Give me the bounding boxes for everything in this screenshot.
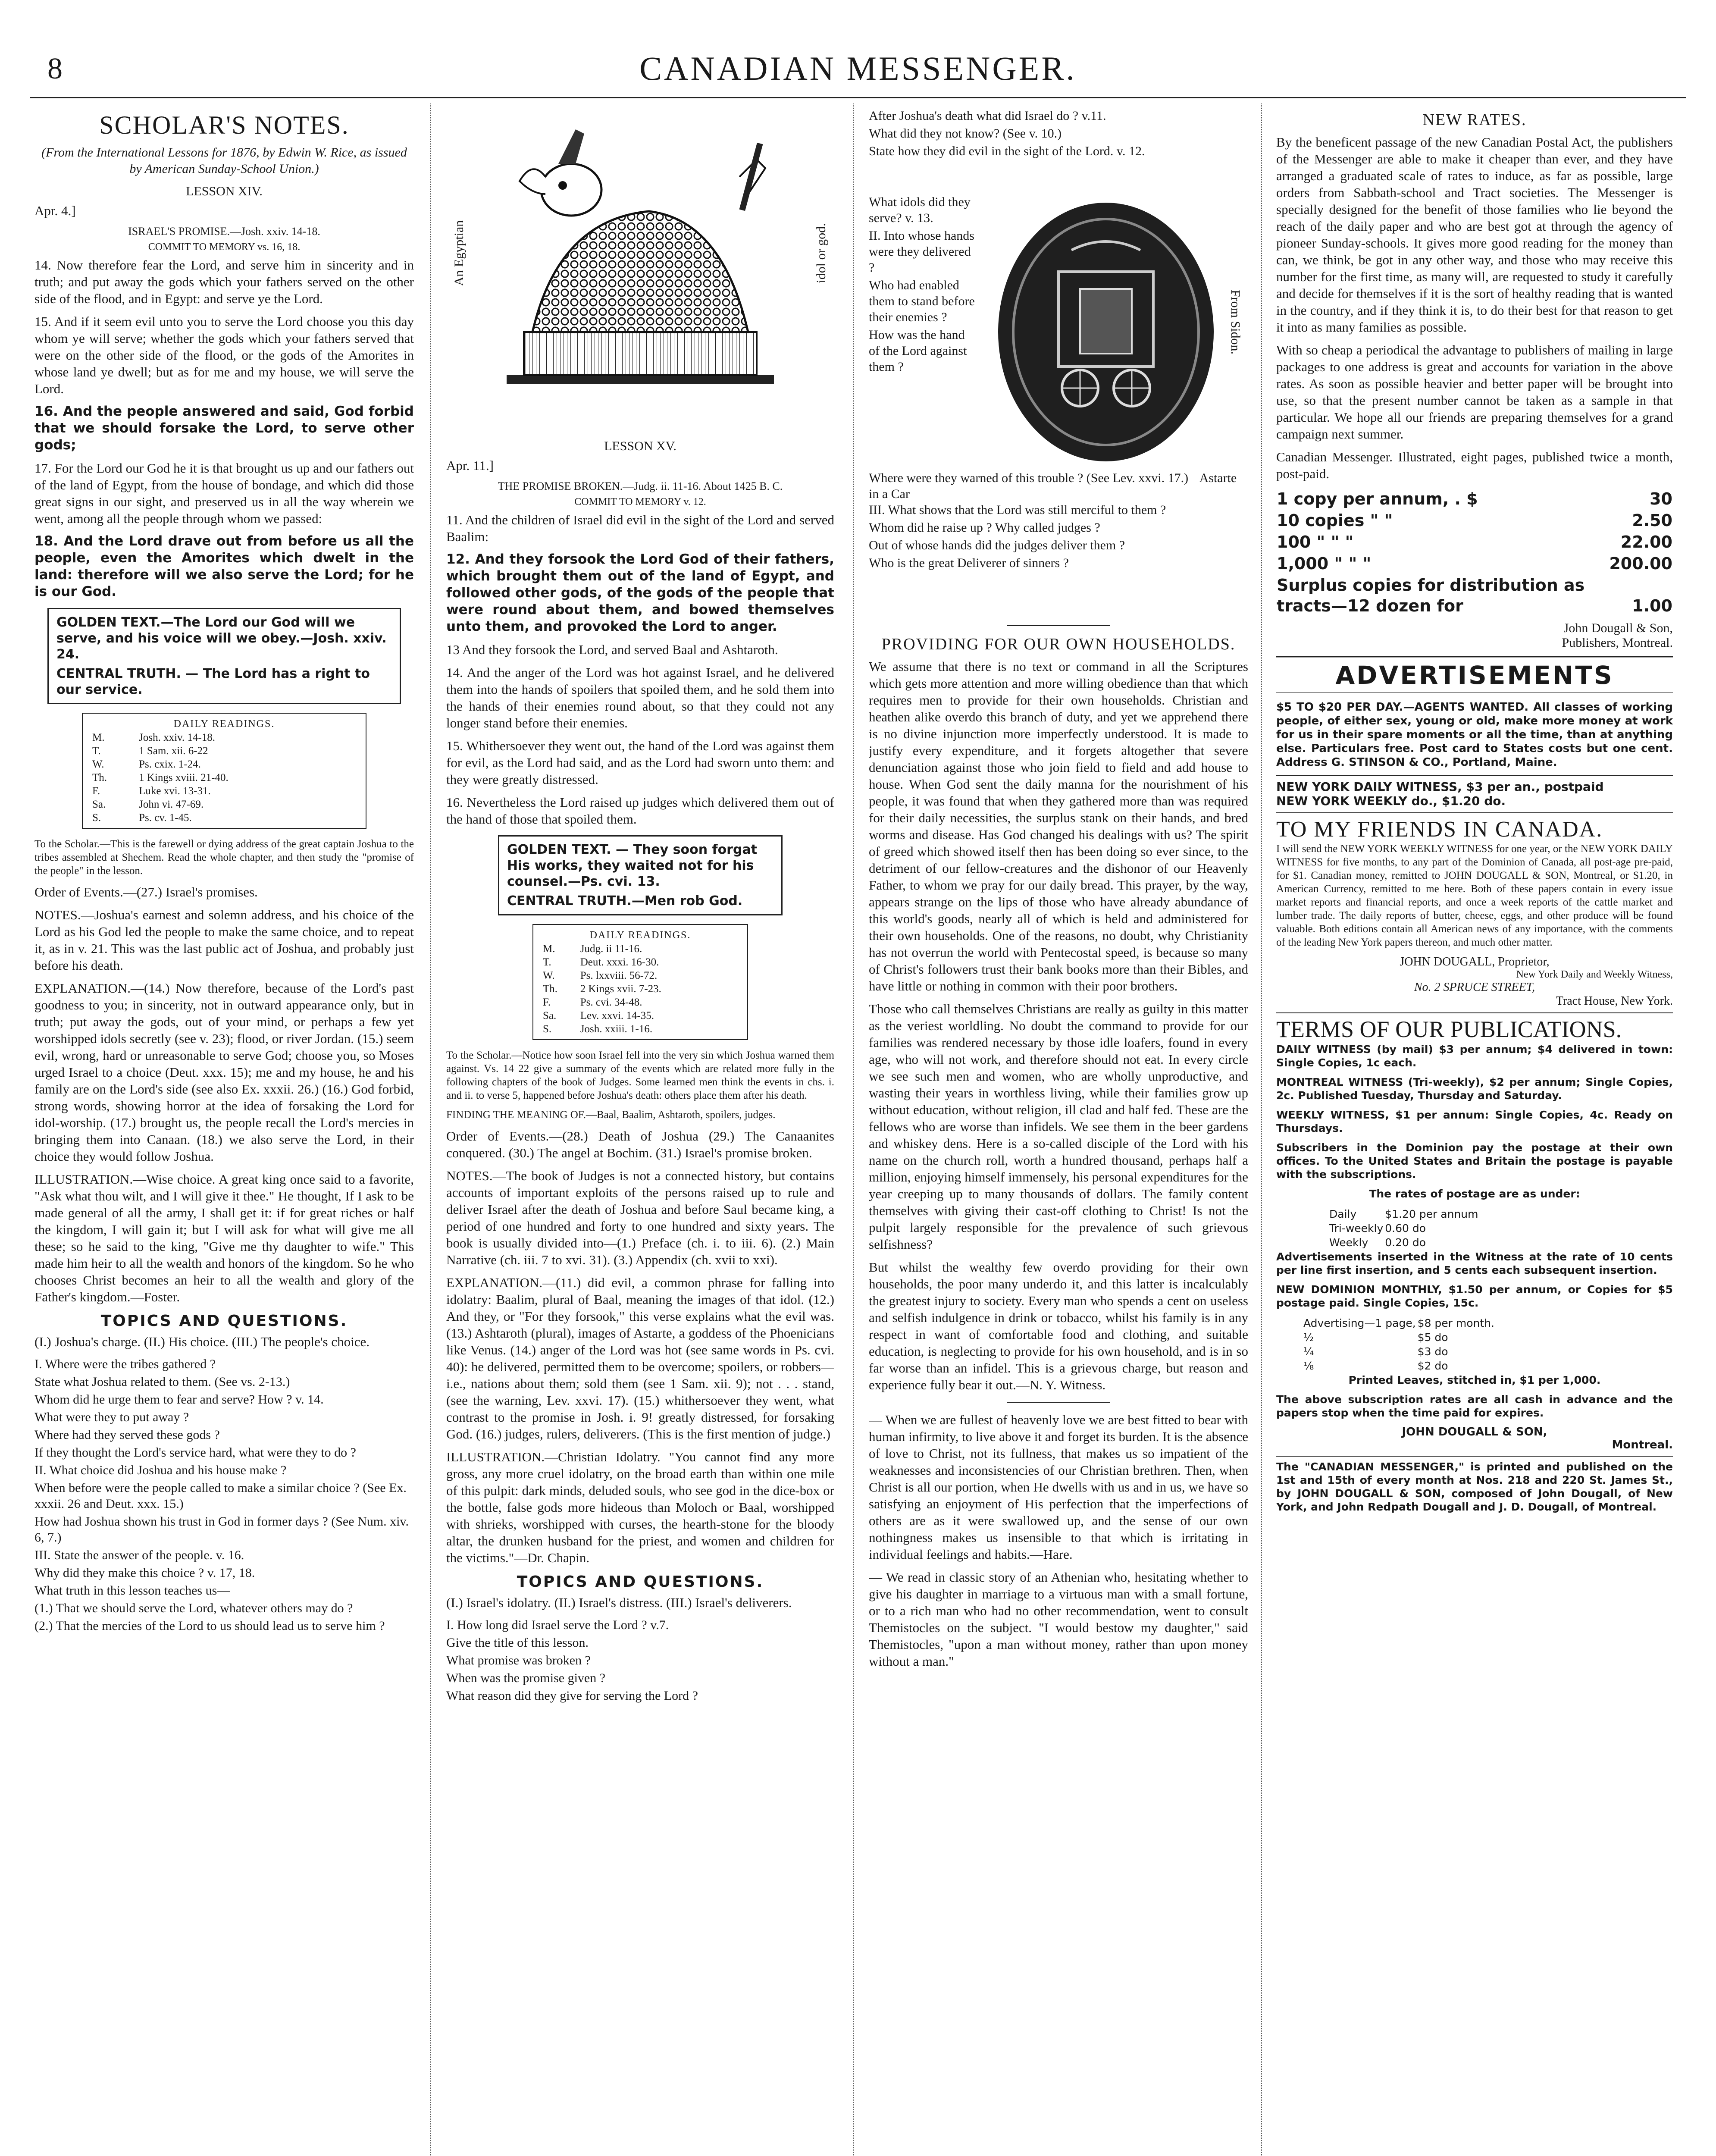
rate-row: 100 " " " 22.00 (1277, 533, 1672, 552)
central-truth: CENTRAL TRUTH. — The Lord has a right to our service. (56, 666, 370, 697)
reading-row: M. Judg. ii 11-16. (543, 943, 642, 955)
reading-row: S. Josh. xxiii. 1-16. (543, 1023, 653, 1035)
adv-row: ½ $5 do (1303, 1331, 1448, 1344)
rate-row: 10 copies " " 2.50 (1277, 511, 1672, 530)
question: • Who had enabled them to stand before their enemies ? (869, 277, 977, 325)
verse: 15. Whithersoever they went out, the hand of the Lord was against them for evil, as the Lord had said, and as the Lord had sworn unto them: and they were greatly distressed. (446, 738, 834, 787)
imprint: The "CANADIAN MESSENGER," is printed and published on the 1st and 15th of every month at Nos. 218 and 220 St. James St., by JOHN DOUGALL & SON, composed of John Dougall, of New York, and John Redpath Dougall and J. D. Dougall, of Montreal. (1276, 1456, 1673, 1514)
question: • Give the title of this lesson. (446, 1635, 834, 1651)
question: • Whom did he urge them to fear and serve? How ? v. 14. (34, 1391, 414, 1407)
topics-line: (I.) Israel's idolatry. (II.) Israel's distress. (III.) Israel's deliverers. (446, 1595, 792, 1610)
order-of-events: Order of Events.—(28.) Death of Joshua (29.) The Canaanites conquered. (30.) The angel at Bochim. (31.) Israel's promise broken. (446, 1128, 834, 1160)
adv-row: ¼ $3 do (1303, 1345, 1448, 1358)
proprietor: JOHN DOUGALL, Proprietor, (1400, 955, 1550, 968)
question: • III. State the answer of the people. v. 16. (34, 1547, 414, 1563)
lesson-number: LESSON XIV. (186, 184, 263, 198)
adv-row: ⅛ $2 do (1303, 1360, 1448, 1372)
proprietor-papers: New York Daily and Weekly Witness, (1516, 969, 1673, 980)
terms-item: Subscribers in the Dominion pay the postage at their own offices. To the United States and Britain the postage is payable with the subscriptions. (1276, 1141, 1673, 1181)
question: • How had Joshua shown his trust in God in former days ? (See Num. xiv. 6, 7.) (34, 1514, 414, 1545)
lesson-date: Apr. 11.] (446, 458, 494, 473)
question: • Whom did he raise up ? Why called judges ? (869, 520, 1248, 536)
readings-table (90, 731, 359, 824)
ny-daily-ad: NEW YORK DAILY WITNESS, $3 per an., postpaid (1276, 775, 1673, 794)
verse: 15. And if it seem evil unto you to serve the Lord choose you this day whom ye will serve; whether the gods which your fathers served that were on the other side of the flood, or the gods of the Amorites in whose land ye dwell; but as for me and my house, we will serve the Lord. (34, 314, 414, 396)
postage-row: Weekly 0.20 do (1329, 1236, 1426, 1249)
daily-readings-title: DAILY READINGS. (589, 930, 691, 941)
monthly-terms: NEW DOMINION MONTHLY, $1.50 per annum, or Copies for $5 postage paid. Single Copies, 15c. (1276, 1283, 1673, 1309)
rate-row: Surplus copies for distribution as tracts—12 dozen for 1.00 (1277, 576, 1672, 615)
athenian-paragraph: — We read in classic story of an Athenian who, hesitating whether to give his daughter in marriage to a virtuous man with a small fortune, or to a rich man who had no other recommendation, went to consult Themistocles on the subject. "I would bestow my daughter," said Themistocles, "upon a man without money, rather than upon money without a man." (869, 1570, 1248, 1669)
advertising-terms: Advertisements inserted in the Witness at the rate of 10 cents per line first insertion, and 5 cents each subsequent insertion. (1276, 1250, 1673, 1276)
advertising-pages-table (1302, 1316, 1496, 1373)
question: • What truth in this lesson teaches us— (34, 1583, 414, 1598)
printed-leaves: Printed Leaves, stitched in, $1 per 1,000. (1348, 1374, 1601, 1386)
reading-row: M. Josh. xxiv. 14-18. (92, 732, 215, 743)
idol-engraving (446, 108, 834, 436)
figure-caption-left: Astarte in a Car (869, 471, 1237, 501)
question: • I. Where were the tribes gathered ? (34, 1356, 414, 1372)
questions-list (869, 108, 1248, 159)
question: • What promise was broken ? (446, 1652, 834, 1668)
terms-item: DAILY WITNESS (by mail) $3 per annum; $4 delivered in town: Single Copies, 1c each. (1276, 1043, 1673, 1069)
publisher: John Dougall & Son, (1563, 621, 1673, 635)
column-divider (853, 103, 854, 2156)
illustration: ILLUSTRATION.—Wise choice. A great king once said to a favorite, "Ask what thou wilt, and I will give it thee." He thought, If I ask to be made general of all the army, I shall get it: if for great riches or half the kingdom, I will gain it; but I will ask for what will give me all these; so he said to the king, "Give me thy daughter to wife." This made him heir to all the wealth and honors of the kingdom. So he who chooses Christ becomes an heir to all the wealth and glory of the Father's kingdom.—Foster. (34, 1172, 414, 1304)
figure-caption-right: idol or god. (814, 223, 828, 283)
illustration: ILLUSTRATION.—Christian Idolatry. "You cannot find any more gross, any more cruel idolatry, on the broad earth than within one mile of this pulpit: dark minds, deluded souls, who see god in the dice-box or the bottle, false gods more hideous than Moloch or Baal, worshipped with shrieks, worshipped with curses, the hearth-stone for the bloody altar, the drunken husband for the priest, and women and children for the victims."—Dr. Chapin. (446, 1449, 834, 1565)
lesson-title: ISRAEL'S PROMISE.—Josh. xxiv. 14-18. (128, 225, 320, 238)
verse: 14. And the anger of the Lord was hot against Israel, and he delivered them into the hands of spoilers that spoiled them, and he sold them into the hands of their enemies round about, so that they could not any longer stand before their enemies. (446, 665, 834, 730)
questions-list (446, 1617, 834, 1704)
question: • Why did they make this choice ? v. 17, 18. (34, 1565, 414, 1581)
questions-list (869, 194, 977, 375)
reading-row: F. Luke xvi. 13-31. (92, 785, 211, 797)
reading-row: W. Ps. lxxviii. 56-72. (543, 970, 658, 981)
question: • What reason did they give for serving the Lord ? (446, 1688, 834, 1704)
question: • When before were the people called to make a similar choice ? (See Ex. xxxii. 26 and Deut. xxx. 15.) (34, 1480, 414, 1512)
article-paragraph: We assume that there is no text or command in all the Scriptures which gets more attention and more willing obedience than that which requires men to provide for their own households. Christian and heathen alike overdo this branch of duty, and yet we apprehend there is no divine injunction more imperfectly understood. It is made to justify every expenditure, and it forgets altogether that severe denunciation against those who join field to field and add house to house. When God sent the daily manna for the nourishment of his people, it was found that when they gathered more than was required for their daily necessities, the surplus stank on their hands, and bred worms and disease. Has God changed his dealings with us? The spirit of greed which showed itself then has been doing so ever since, to the detriment of our fellow-creatures and the dishonor of our Heavenly Father, to whom we pray for our daily bread. This prayer, by the way, appears strange on the lips of those who have already abundance of this world's goods, nearly all of which is held and administered for their own households. One of the reasons, no doubt, why Christianity has not overrun the world with Pentecostal speed, is because so many of Christ's followers trust their bank books more than their Bibles, and have little or nothing in common with their poor brothers. (869, 659, 1248, 993)
friends-ad: I will send the NEW YORK WEEKLY WITNESS for one year, or the NEW YORK DAILY WITNESS for five months, to any part of the Dominion of Canada, all post-age pre-paid, for $1. Canadian money, remitted to JOHN DOUGALL & SON, Montreal, or $1.20, in American Currency, remitted to me here. Both of these papers contain in every issue market reports and financial reports, and once a week reports of the cattle market and lumber trade. The daily reports of butter, cheese, eggs, and other produce will be found valuable. Both editions contain all American news of any importance, with the comments of the leading New York papers thereon, and much other matter. (1276, 843, 1673, 948)
verse: 17. For the Lord our God he it is that brought us up and our fathers out of the land of Egypt, from the house of bondage, and which did those great signs in our sight, and preserved us in all the way wherein we went, among all the people through whom we passed: (34, 461, 414, 526)
terms-title: TERMS OF OUR PUBLICATIONS. (1276, 1012, 1673, 1043)
verse: 14. Now therefore fear the Lord, and serve him in sincerity and in truth; and put away the gods which your fathers served on the other side of the flood, and in Egypt: and serve ye the Lord. (34, 257, 414, 306)
finding-the-meaning: FINDING THE MEANING OF.—Baal, Baalim, Ashtaroth, spoilers, judges. (446, 1109, 776, 1121)
reading-row: Th. 1 Kings xviii. 21-40. (92, 772, 229, 783)
notes: NOTES.—The book of Judges is not a connected history, but contains accounts of important exploits of the persons raised up to rule and deliver Israel after the death of Joshua and before Saul became king, a period of one hundred and forty to one hundred and sixty years. The book is usually divided into—(1.) Preface (ch. i. to iii. 6). (2.) Main Narrative (ch. iii. 7 to xvi. 31). (3.) Appendix (ch. xvii to xxi). (446, 1168, 834, 1267)
rates-paragraph: By the beneficent passage of the new Canadian Postal Act, the publishers of the Messenger are able to make it cheaper than ever, and they have arranged a graduated scale of rates to induce, as far as possible, large orders from Sabbath-school and Tract societies. The Messenger is specially designed for the benefit of those families who lie beyond the reach of the daily paper and who are best got at through the agency of pioneer Sunday-schools. It gives more good reading for the money than can, we think, be got in any other way, and those who may receive this number for the first time, as many will, are requested to study it carefully and decide for themselves if it is the sort of healthy reading that is wanted in the country, and if they think it is, to do their best for that reason to get it into as many families as possible. (1276, 135, 1673, 335)
reading-row: T. 1 Sam. xii. 6-22 (92, 745, 208, 757)
reading-row: Th. 2 Kings xvii. 7-23. (543, 983, 661, 995)
rate-table (1276, 488, 1673, 617)
commit-to-memory: COMMIT TO MEMORY v. 12. (574, 496, 706, 508)
lesson-date: Apr. 4.] (34, 203, 76, 218)
question: • Who is the great Deliverer of sinners ? (869, 555, 1248, 571)
page-header (30, 43, 1686, 95)
order-of-events: Order of Events.—(27.) Israel's promises. (34, 884, 258, 899)
question: • After Joshua's death what did Israel do ? v.11. (869, 108, 1248, 124)
masthead: CANADIAN MESSENGER. (639, 50, 1077, 87)
reading-row: Sa. John vi. 47-69. (92, 799, 204, 810)
commit-to-memory: COMMIT TO MEMORY vs. 16, 18. (148, 241, 301, 253)
postage-row: Daily $1.20 per annum (1329, 1208, 1478, 1220)
question: • What were they to put away ? (34, 1409, 414, 1425)
cash-notice: The above subscription rates are all cash in advance and the papers stop when the time paid for expires. (1276, 1393, 1673, 1419)
golden-text-box (498, 835, 783, 915)
divider (1007, 1402, 1110, 1403)
fullest-paragraph: — When we are fullest of heavenly love we are best fitted to bear with human infirmity, to live above it and forget its burden. It is the absence of love to Christ, not its fullness, that makes us so impatient of the weaknesses and inconsistencies of our Christian brethren. Then, when Christ is all our portion, when He dwells with us and in us, we have so satisfying an enjoyment of His perfection that the imperfections of others are as it were swallowed up, and the sense of our own nothingness makes us insensible to that which is irritating in individual feelings and habits.—Hare. (869, 1412, 1248, 1562)
questions-list (869, 502, 1248, 571)
daily-readings (532, 924, 748, 1040)
friends-title: TO MY FRIENDS IN CANADA. (1276, 812, 1673, 842)
daily-readings-title: DAILY READINGS. (173, 718, 275, 730)
column-4 (1276, 108, 1673, 2156)
questions-and-coin-block (869, 108, 1248, 617)
advertisements-heading: ADVERTISEMENTS (1276, 656, 1673, 694)
column-divider (1261, 103, 1262, 2156)
divider (1007, 625, 1110, 626)
question: • Out of whose hands did the judges deliver them ? (869, 537, 1248, 553)
publisher-location: Publishers, Montreal. (1562, 636, 1673, 650)
reading-row: W. Ps. cxix. 1-24. (92, 758, 201, 770)
notes: NOTES.—Joshua's earnest and solemn address, and his choice of the Lord as his God led the people to make the same choice, and to repeat it, as in v. 21. This was the last public act of Joshua, and probably just before his death. (34, 907, 414, 973)
article-title: PROVIDING FOR OUR OWN HOUSEHOLDS. (881, 635, 1236, 653)
lesson-title: THE PROMISE BROKEN.—Judg. ii. 11-16. About 1425 B. C. (498, 480, 783, 492)
column-2 (446, 108, 834, 2156)
egyptian-idol-figure (446, 108, 834, 436)
lesson-number: LESSON XV. (604, 439, 676, 453)
questions-lower (869, 470, 1248, 573)
questions-list (34, 1356, 414, 1634)
rates-paragraph: With so cheap a periodical the advantage to publishers of mailing in large packages to one address is great and accounts for variation in the above rates. As soon as possible heavier and better paper will be brought into use, so that the present number cannot be taken as a sample in that particular. We hope all our friends are preparing themselves for a grand campaign next summer. (1276, 342, 1673, 442)
question: • If they thought the Lord's service hard, what were they to do ? (34, 1445, 414, 1460)
astarte-coin-figure (985, 185, 1235, 479)
explanation: EXPLANATION.—(11.) did evil, a common phrase for falling into idolatry: Baalim, plural of Baal, meaning the images of that idol. (12.) And they, or "For they forsook," this verse explains what the evil was. (13.) Ashtaroth (plural), images of Astarte, a goddess of the Phoenicians like Venus. (14.) anger of the Lord was hot (see same words in Ps. cvi. 40): he delivered, permitted them to be overcome; spoilers, or robbers—i.e., nations about them; sold them (see 1 Sam. xii. 9); not . . . stand, (see the warning, Lev. xxvi. 17). (15.) whithersoever they went, what contrast to the promise in Josh. i. 9! greatly distressed, for forsaking God. (16.) judges, rulers, deliverers. (This is the first mention of judge.) (446, 1275, 834, 1442)
reading-row: Sa. Lev. xxvi. 14-35. (543, 1010, 654, 1022)
figure-caption-right: From Sidon. (1228, 289, 1243, 355)
postage-row: Tri-weekly 0.60 do (1329, 1222, 1426, 1235)
golden-text: GOLDEN TEXT. — They soon forgat His works, they waited not for his counsel.—Ps. cvi. 13. (507, 842, 758, 889)
terms-item: WEEKLY WITNESS, $1 per annum: Single Copies, 4c. Ready on Thursdays. (1276, 1109, 1673, 1134)
question: • (1.) That we should serve the Lord, whatever others may do ? (34, 1600, 414, 1616)
daily-readings (82, 713, 366, 829)
rate-row: 1 copy per annum, . $ 30 (1277, 489, 1672, 508)
new-rates-title: NEW RATES. (1422, 111, 1527, 129)
postage-table (1328, 1206, 1479, 1250)
page-number: 8 (47, 52, 63, 85)
questions-top-wide (869, 108, 1248, 161)
address-line: No. 2 SPRUCE STREET, (1414, 981, 1535, 994)
article-paragraph: But whilst the wealthy few overdo providing for their own households, the poor many underdo it, and this latter is incalculably the greatest injury to society. Every man who spends a cent on useless and selfish indulgence in drink or tobacco, whilst his family is in any respect in want of comfortable food and clothing, and suitable education, is neglecting to provide for his own household, and is in so far worse than an infidel. This is a grievous charge, but reason and experience fully bear it out.—N. Y. Witness. (869, 1260, 1248, 1392)
ny-weekly-ad: NEW YORK WEEKLY do., $1.20 do. (1276, 794, 1506, 808)
header-rule (30, 97, 1686, 98)
question: • How was the hand of the Lord against them ? (869, 327, 977, 375)
to-the-scholar: To the Scholar.—Notice how soon Israel fell into the very sin which Joshua warned them against. Vs. 14 22 give a summary of the events which are related more fully in the following chapters of the book of Judges. Some learned men think the events in chs. i. and ii. to verse 5, happened before Joshua's death: others place them after his death. (446, 1050, 834, 1101)
question: • II. What choice did Joshua and his house make ? (34, 1462, 414, 1478)
article-paragraph: Those who call themselves Christians are really as guilty in this matter as the veriest worldling. No doubt the command to provide for our families was rendered necessary by those idle loafers, found in every age, who will not work, and therefore should not eat. In every circle we see such men and women, who are wholly unproductive, and wasting their years in worthless living, while their families grow up without education, without religion, ill clad and half fed. These are the fellows who are worse than infidels. We see them in the beer gardens and whiskey dens. Here is a so-called disciple of the Lord with his name on the church roll, worth a hundred thousand, perhaps half a million, enjoying himself immensely, his personal expenditures for the year creeping up to many thousands of dollars. The family content themselves with giving their cast-off clothing to Christ! Is not the pulpit largely responsible for the prevalence of such grievous selfishness? (869, 1001, 1248, 1252)
reading-row: T. Deut. xxxi. 16-30. (543, 956, 659, 968)
address-line-2: Tract House, New York. (1556, 994, 1673, 1008)
central-truth: CENTRAL TRUTH.—Men rob God. (507, 893, 743, 909)
question: Where were they warned of this trouble ? (See Lev. xxvi. 17.) (869, 471, 1189, 485)
column-1 (34, 108, 414, 2156)
verse: 12. And they forsook the Lord God of their fathers, which brought them out of the land of Egypt, and followed other gods, of the gods of the people that were round about them, and bowed themselves unto them, and provoked the Lord to anger. (446, 552, 834, 634)
golden-text-box (47, 608, 401, 704)
golden-text: GOLDEN TEXT.—The Lord our God will we serve, and his voice will we obey.—Josh. xxiv. 24. (56, 615, 387, 662)
column-3 (869, 108, 1248, 2156)
verse: 11. And the children of Israel did evil in the sight of the Lord and served Baalim: (446, 512, 834, 544)
verse: 13 And they forsook the Lord, and served Baal and Ashtaroth. (446, 642, 778, 657)
topics-line: (I.) Joshua's charge. (II.) His choice. (III.) The people's choice. (34, 1334, 370, 1349)
questions-narrow (869, 194, 977, 376)
topics-heading: TOPICS AND QUESTIONS. (517, 1573, 764, 1591)
question: • Where had they served these gods ? (34, 1427, 414, 1443)
terms-item: The rates of postage are as under: (1369, 1188, 1580, 1200)
section-title: SCHOLAR'S NOTES. (99, 111, 349, 139)
figure-caption-left: An Egyptian (452, 220, 466, 286)
verse: 18. And the Lord drave out from before us all the people, even the Amorites which dwelt in the land: therefore will we also serve the Lord; for he is our God. (34, 533, 414, 599)
question: • (2.) That the mercies of the Lord to us should lead us to serve him ? (34, 1618, 414, 1634)
terms-item: MONTREAL WITNESS (Tri-weekly), $2 per annum; Single Copies, 2c. Published Tuesday, Thursday and Saturday. (1276, 1076, 1673, 1102)
rate-row: 1,000 " " " 200.00 (1277, 554, 1672, 573)
reading-row: F. Ps. cvi. 34-48. (543, 997, 642, 1008)
topics-heading: TOPICS AND QUESTIONS. (100, 1312, 348, 1330)
agents-ad: $5 TO $20 PER DAY.—AGENTS WANTED. All classes of working people, of either sex, young or old, make more money at work for us in their spare moments or all the time, than at anything else. Particulars free. Post card to States costs but one cent. Address G. STINSON & CO., Portland, Maine. (1276, 701, 1673, 769)
firm-location: Montreal. (1612, 1438, 1673, 1451)
to-the-scholar: To the Scholar.—This is the farewell or dying address of the great captain Joshua to the tribes assembled at Shechem. Read the whole chapter, and then study the "promise of the people" in the lesson. (34, 838, 414, 877)
source-note: (From the International Lessons for 1876, by Edwin W. Rice, as issued by American Sunday-School Union.) (41, 145, 407, 176)
firm-name: JOHN DOUGALL & SON, (1402, 1426, 1547, 1438)
question: • What idols did they serve? v. 13. (869, 194, 977, 226)
question: • What did they not know? (See v. 10.) (869, 125, 1248, 141)
question: • III. What shows that the Lord was still merciful to them ? (869, 502, 1248, 518)
question: • I. How long did Israel serve the Lord ? v.7. (446, 1617, 834, 1633)
column-divider (430, 103, 431, 2156)
verse: 16. And the people answered and said, God forbid that we should forsake the Lord, to serve other gods; (34, 404, 414, 453)
explanation: EXPLANATION.—(14.) Now therefore, because of the Lord's past goodness to you; in sincerity, not in outward appearance only, but in truth; put away the gods, out of your mind, or perhaps a few yet worshipped idols secretly (see v. 23); flood, or river Jordan. (15.) seem evil, wrong, hard or unreasonable to serve God; choose you, so Moses urged Israel to a choice (Deut. xxx. 15); me and my house, he and his family are on the Lord's side (see also Ex. xxxii. 26.) (16.) God forbid, strong words, showing horror at the idea of forsaking the Lord for idol-worship. (17.) brought us, the people recall the Lord's mercies in bringing them into Canaan. (18.) we also serve the Lord, in their choice they would follow Joshua. (34, 981, 414, 1164)
adv-row: Advertising—1 page, $8 per month. (1303, 1317, 1494, 1329)
question: • II. Into whose hands were they delivered ? (869, 228, 977, 276)
reading-row: S. Ps. cv. 1-45. (92, 812, 192, 824)
question: • State how they did evil in the sight of the Lord. v. 12. (869, 143, 1248, 159)
verse: 16. Nevertheless the Lord raised up judges which delivered them out of the hand of those that spoiled them. (446, 795, 834, 827)
question: • State what Joshua related to them. (See vs. 2-13.) (34, 1374, 414, 1390)
readings-table (540, 942, 740, 1036)
question: • When was the promise given ? (446, 1670, 834, 1686)
terms-line: Canadian Messenger. Illustrated, eight pages, published twice a month, post-paid. (1276, 449, 1673, 481)
